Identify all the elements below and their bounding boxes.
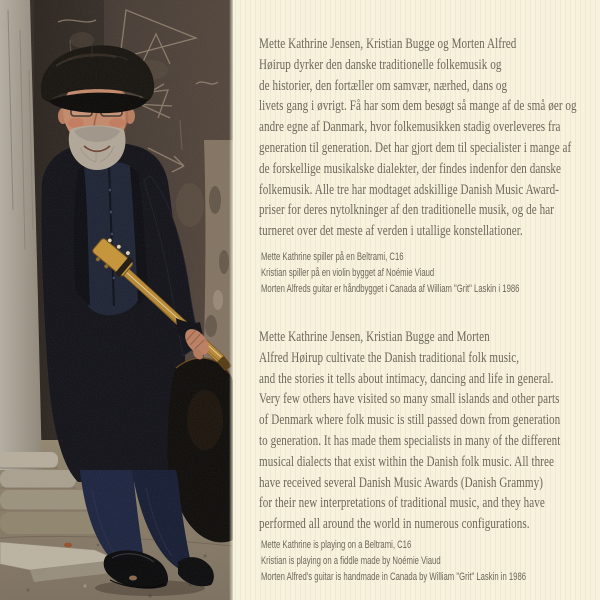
credit-line: Morten Alfreds guitar er håndbygget i Canada af William "Grit" Laskin i 1986 bbox=[261, 282, 520, 295]
paragraph-line: Mette Kathrine Jensen, Kristian Bugge and Morten bbox=[259, 329, 490, 345]
danish-credits bbox=[261, 250, 590, 297]
paragraph-line: turneret over det meste af verden i utallige konstellationer. bbox=[259, 223, 523, 240]
credit-line: Mette Kathrine spiller på en Beltrami, C16 bbox=[261, 251, 404, 263]
paragraph-line: folkemusik. Alle tre har modtaget adskillige Danish Music Award- bbox=[259, 181, 559, 198]
danish-paragraph bbox=[259, 34, 600, 242]
english-paragraph bbox=[259, 327, 600, 535]
paragraph-line: livets gang i øvrigt. Få har som dem besøgt så mange af de små øer og bbox=[259, 98, 577, 115]
credit-line: Mette Kathrine is playing on a Beltrami, C16 bbox=[261, 539, 412, 551]
credit-line: Kristian spiller på en violin bygget af Noémie Viaud bbox=[261, 266, 435, 279]
paragraph-line: and the stories it tells about intimacy, dancing and life in general. bbox=[259, 370, 554, 387]
paragraph-line: Very few others have visited so many small islands and other parts bbox=[259, 391, 560, 408]
paragraph-line: Mette Kathrine Jensen, Kristian Bugge og Morten Alfred bbox=[259, 36, 517, 52]
musician-photo-svg bbox=[0, 0, 233, 600]
paragraph-line: Høirup dyrker den danske traditionelle folkemusik og bbox=[259, 56, 502, 73]
paragraph-line: musical dialects that exist within the Danish folk music. All three bbox=[259, 453, 555, 470]
paragraph-line: have received several Danish Music Awards (Danish Grammy) bbox=[259, 474, 544, 491]
photo-grain-texture bbox=[0, 0, 233, 600]
paragraph-line: andre egne af Danmark, hvor folkemusikken stadig overleveres fra bbox=[259, 119, 561, 136]
paragraph-line: de historier, den fortæller om samvær, nærhed, dans og bbox=[259, 77, 508, 94]
paragraph-line: of Denmark where folk music is still passed down from generation bbox=[259, 412, 561, 429]
paragraph-line: generation til generation. Det har gjort dem til specialister i mange af bbox=[259, 139, 572, 156]
english-credits bbox=[261, 538, 590, 585]
paragraph-line: Alfred Høirup cultivate the Danish traditional folk music, bbox=[259, 349, 520, 366]
paragraph-line: for their new interpretations of traditional music, and they have bbox=[259, 495, 545, 512]
paragraph-line: to generation. It has made them specialists in many of the different bbox=[259, 432, 561, 449]
credit-line: Kristian is playing on a fiddle made by Noémie Viaud bbox=[261, 554, 441, 567]
credit-line: Morten Alfred's guitar is handmade in Canada by William "Grit" Laskin in 1986 bbox=[261, 570, 527, 583]
paragraph-line: performed all around the world in numerous configurations. bbox=[259, 516, 530, 533]
paragraph-line: priser for deres nytolkninger af den traditionelle musik, og de har bbox=[259, 202, 555, 219]
musician-photo bbox=[0, 0, 233, 600]
paragraph-line: de forskellige musikalske dialekter, der findes indenfor den danske bbox=[259, 160, 561, 177]
